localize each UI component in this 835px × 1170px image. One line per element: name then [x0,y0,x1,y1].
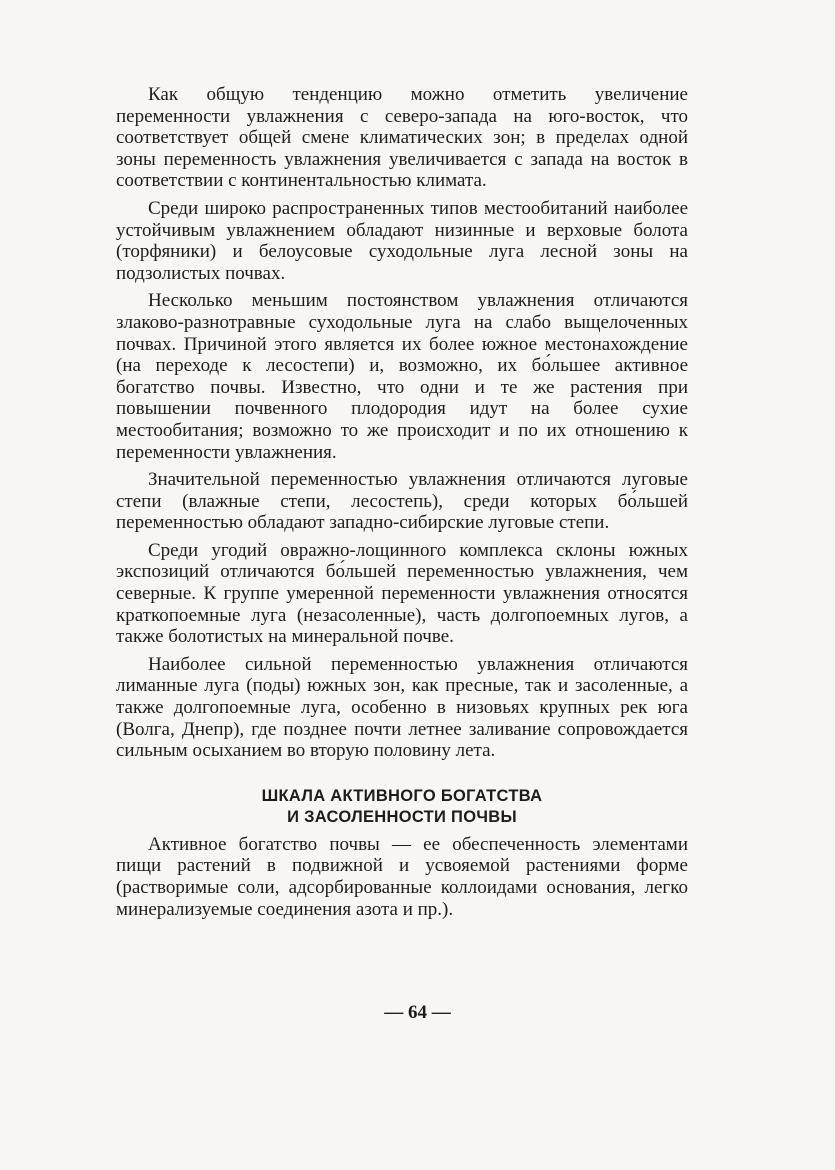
paragraph-6: Наиболее сильной переменностью увлажнения отличаются лиманные луга (поды) южных зон, как пресные, так и засоленные, а также долгопоемные луга, особенно в низовьях крупных рек юга (Волга, Днепр), где позднее почти летнее заливание сопровождается сильным осыханием во вторую половину лета. [116,653,688,762]
section-heading [116,786,688,828]
section-heading-line-1: ШКАЛА АКТИВНОГО БОГАТСТВА [261,786,543,805]
paragraph-2: Среди широко распространенных типов местообитаний наиболее устойчивым увлажнением обладают низинные и верховые болота (торфяники) и белоусовые суходольные луга лесной зоны на подзолистых почвах. [116,197,688,284]
paragraph-4: Значительной переменностью увлажнения отличаются луговые степи (влажные степи, лесостепь), среди которых бо́льшей переменностью обладают западно-сибирские луговые степи. [116,469,688,534]
paragraph-5: Среди угодий овражно-лощинного комплекса склоны южных экспозиций отличаются бо́льшей переменностью увлажнения, чем северные. К группе умеренной переменности увлажнения относятся краткопоемные луга (незасоленные), часть долгопоемных лугов, а также болотистых на минеральной почве. [116,539,688,648]
paragraph-3: Несколько меньшим постоянством увлажнения отличаются злаково-разнотравные суходольные луга на слабо выщелоченных почвах. Причиной этого является их более южное местонахождение (на переходе к лесостепи) и, возможно, их бо́льшее активное богатство почвы. Известно, что одни и те же растения при повышении почвенного плодородия идут на более сухие местообитания; возможно то же происходит и по их отношению к переменности увлажнения. [116,290,688,463]
paragraph-1: Как общую тенденцию можно отметить увеличение переменности увлажнения с северо-запада на юго-восток, что соответствует общей смене климатических зон; в пределах одной зоны переменность увлажнения увеличивается с запада на восток в соответствии с континентальностью климата. [116,84,688,192]
page-number: — 64 — [384,1002,451,1023]
paragraph-7: Активное богатство почвы — ее обеспеченность элементами пищи растений в подвижной и усвояемой растениями форме (растворимые соли, адсорбированные коллоидами основания, легко минерализуемые соединения азота и пр.). [116,833,688,920]
section-heading-line-2: И ЗАСОЛЕННОСТИ ПОЧВЫ [287,807,517,826]
page-text [116,84,688,926]
